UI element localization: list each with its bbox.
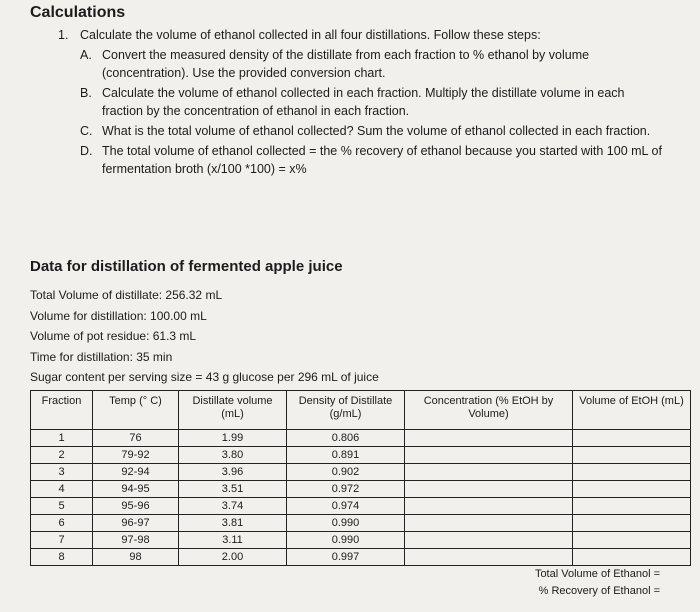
table-row	[31, 498, 691, 515]
data-heading: Data for distillation of fermented apple juice	[30, 258, 343, 275]
cell-etoh-volume[interactable]	[573, 430, 691, 447]
cell-etoh-volume[interactable]	[573, 515, 691, 532]
cell-fraction: 8	[31, 549, 93, 566]
cell-etoh-volume[interactable]	[573, 549, 691, 566]
cell-fraction: 6	[31, 515, 93, 532]
cell-fraction: 5	[31, 498, 93, 515]
step-letter: A.	[80, 48, 92, 62]
cell-volume: 3.81	[179, 515, 287, 532]
cell-temp: 96-97	[93, 515, 179, 532]
intro-number: 1.	[58, 28, 69, 42]
step-letter: D.	[80, 144, 93, 158]
cell-temp: 95-96	[93, 498, 179, 515]
header-density: Density of Distillate (g/mL)	[287, 391, 405, 430]
cell-volume: 3.11	[179, 532, 287, 549]
table-row	[31, 549, 691, 566]
cell-concentration[interactable]	[405, 464, 573, 481]
info-total-volume: Total Volume of distillate: 256.32 mL	[30, 288, 223, 302]
cell-temp: 97-98	[93, 532, 179, 549]
cell-volume: 3.96	[179, 464, 287, 481]
step-letter: C.	[80, 124, 93, 138]
table-row	[31, 464, 691, 481]
step-text: What is the total volume of ethanol collected? Sum the volume of ethanol collected in each fraction.	[102, 124, 651, 138]
cell-fraction: 4	[31, 481, 93, 498]
table-row	[31, 430, 691, 447]
cell-concentration[interactable]	[405, 549, 573, 566]
cell-etoh-volume[interactable]	[573, 447, 691, 464]
cell-fraction: 7	[31, 532, 93, 549]
cell-etoh-volume[interactable]	[573, 498, 691, 515]
cell-temp: 92-94	[93, 464, 179, 481]
cell-temp: 98	[93, 549, 179, 566]
header-concentration: Concentration (% EtOH by Volume)	[405, 391, 573, 430]
cell-volume: 3.51	[179, 481, 287, 498]
step-c	[80, 122, 678, 140]
cell-etoh-volume[interactable]	[573, 481, 691, 498]
header-distillate-volume: Distillate volume (mL)	[179, 391, 287, 430]
info-pot-residue: Volume of pot residue: 61.3 mL	[30, 329, 197, 343]
calculations-list	[58, 26, 678, 178]
cell-fraction: 3	[31, 464, 93, 481]
header-etoh-volume: Volume of EtOH (mL)	[573, 391, 691, 430]
calculations-heading: Calculations	[30, 4, 126, 21]
table-header-row	[31, 391, 691, 430]
cell-volume: 2.00	[179, 549, 287, 566]
step-a	[80, 46, 678, 82]
cell-temp: 94-95	[93, 481, 179, 498]
cell-concentration[interactable]	[405, 532, 573, 549]
distillation-table	[30, 390, 691, 566]
cell-concentration[interactable]	[405, 515, 573, 532]
table-row	[31, 481, 691, 498]
table-row	[31, 515, 691, 532]
recovery-ethanol-label: % Recovery of Ethanol =	[538, 585, 660, 597]
cell-fraction: 1	[31, 430, 93, 447]
cell-volume: 1.99	[179, 430, 287, 447]
step-text: The total volume of ethanol collected = the % recovery of ethanol because you started with 100 mL of fermentation broth (x/100 *100) = x%	[102, 144, 662, 176]
distillation-info	[30, 285, 379, 388]
intro-text: Calculate the volume of ethanol collected in all four distillations. Follow these steps:	[80, 28, 541, 42]
cell-volume: 3.80	[179, 447, 287, 464]
info-volume-distillation: Volume for distillation: 100.00 mL	[30, 308, 207, 323]
table-row	[31, 447, 691, 464]
header-temp: Temp (° C)	[93, 391, 179, 430]
cell-concentration[interactable]	[405, 430, 573, 447]
cell-etoh-volume[interactable]	[573, 464, 691, 481]
cell-etoh-volume[interactable]	[573, 532, 691, 549]
calculation-intro	[58, 26, 678, 44]
info-time: Time for distillation: 35 min	[30, 349, 173, 364]
step-text: Calculate the volume of ethanol collected in each fraction. Multiply the distillate volume in each fraction by the concentration of ethanol in each fraction.	[102, 86, 625, 118]
cell-concentration[interactable]	[405, 498, 573, 515]
cell-density: 0.997	[287, 549, 405, 566]
total-ethanol-label: Total Volume of Ethanol =	[534, 568, 660, 580]
cell-density: 0.891	[287, 447, 405, 464]
step-d	[80, 142, 678, 178]
cell-density: 0.806	[287, 430, 405, 447]
header-fraction: Fraction	[31, 391, 93, 430]
cell-density: 0.990	[287, 515, 405, 532]
cell-density: 0.990	[287, 532, 405, 549]
cell-temp: 76	[93, 430, 179, 447]
step-text: Convert the measured density of the distillate from each fraction to % ethanol by volume (concentration). Use the provided conversion chart.	[102, 48, 590, 80]
cell-density: 0.974	[287, 498, 405, 515]
step-b	[80, 84, 678, 120]
cell-temp: 79-92	[93, 447, 179, 464]
table-row	[31, 532, 691, 549]
cell-density: 0.972	[287, 481, 405, 498]
info-sugar-content: Sugar content per serving size = 43 g glucose per 296 mL of juice	[30, 370, 379, 384]
cell-concentration[interactable]	[405, 447, 573, 464]
cell-fraction: 2	[31, 447, 93, 464]
totals-block	[500, 566, 660, 600]
cell-volume: 3.74	[179, 498, 287, 515]
cell-concentration[interactable]	[405, 481, 573, 498]
cell-density: 0.902	[287, 464, 405, 481]
step-letter: B.	[80, 86, 92, 100]
